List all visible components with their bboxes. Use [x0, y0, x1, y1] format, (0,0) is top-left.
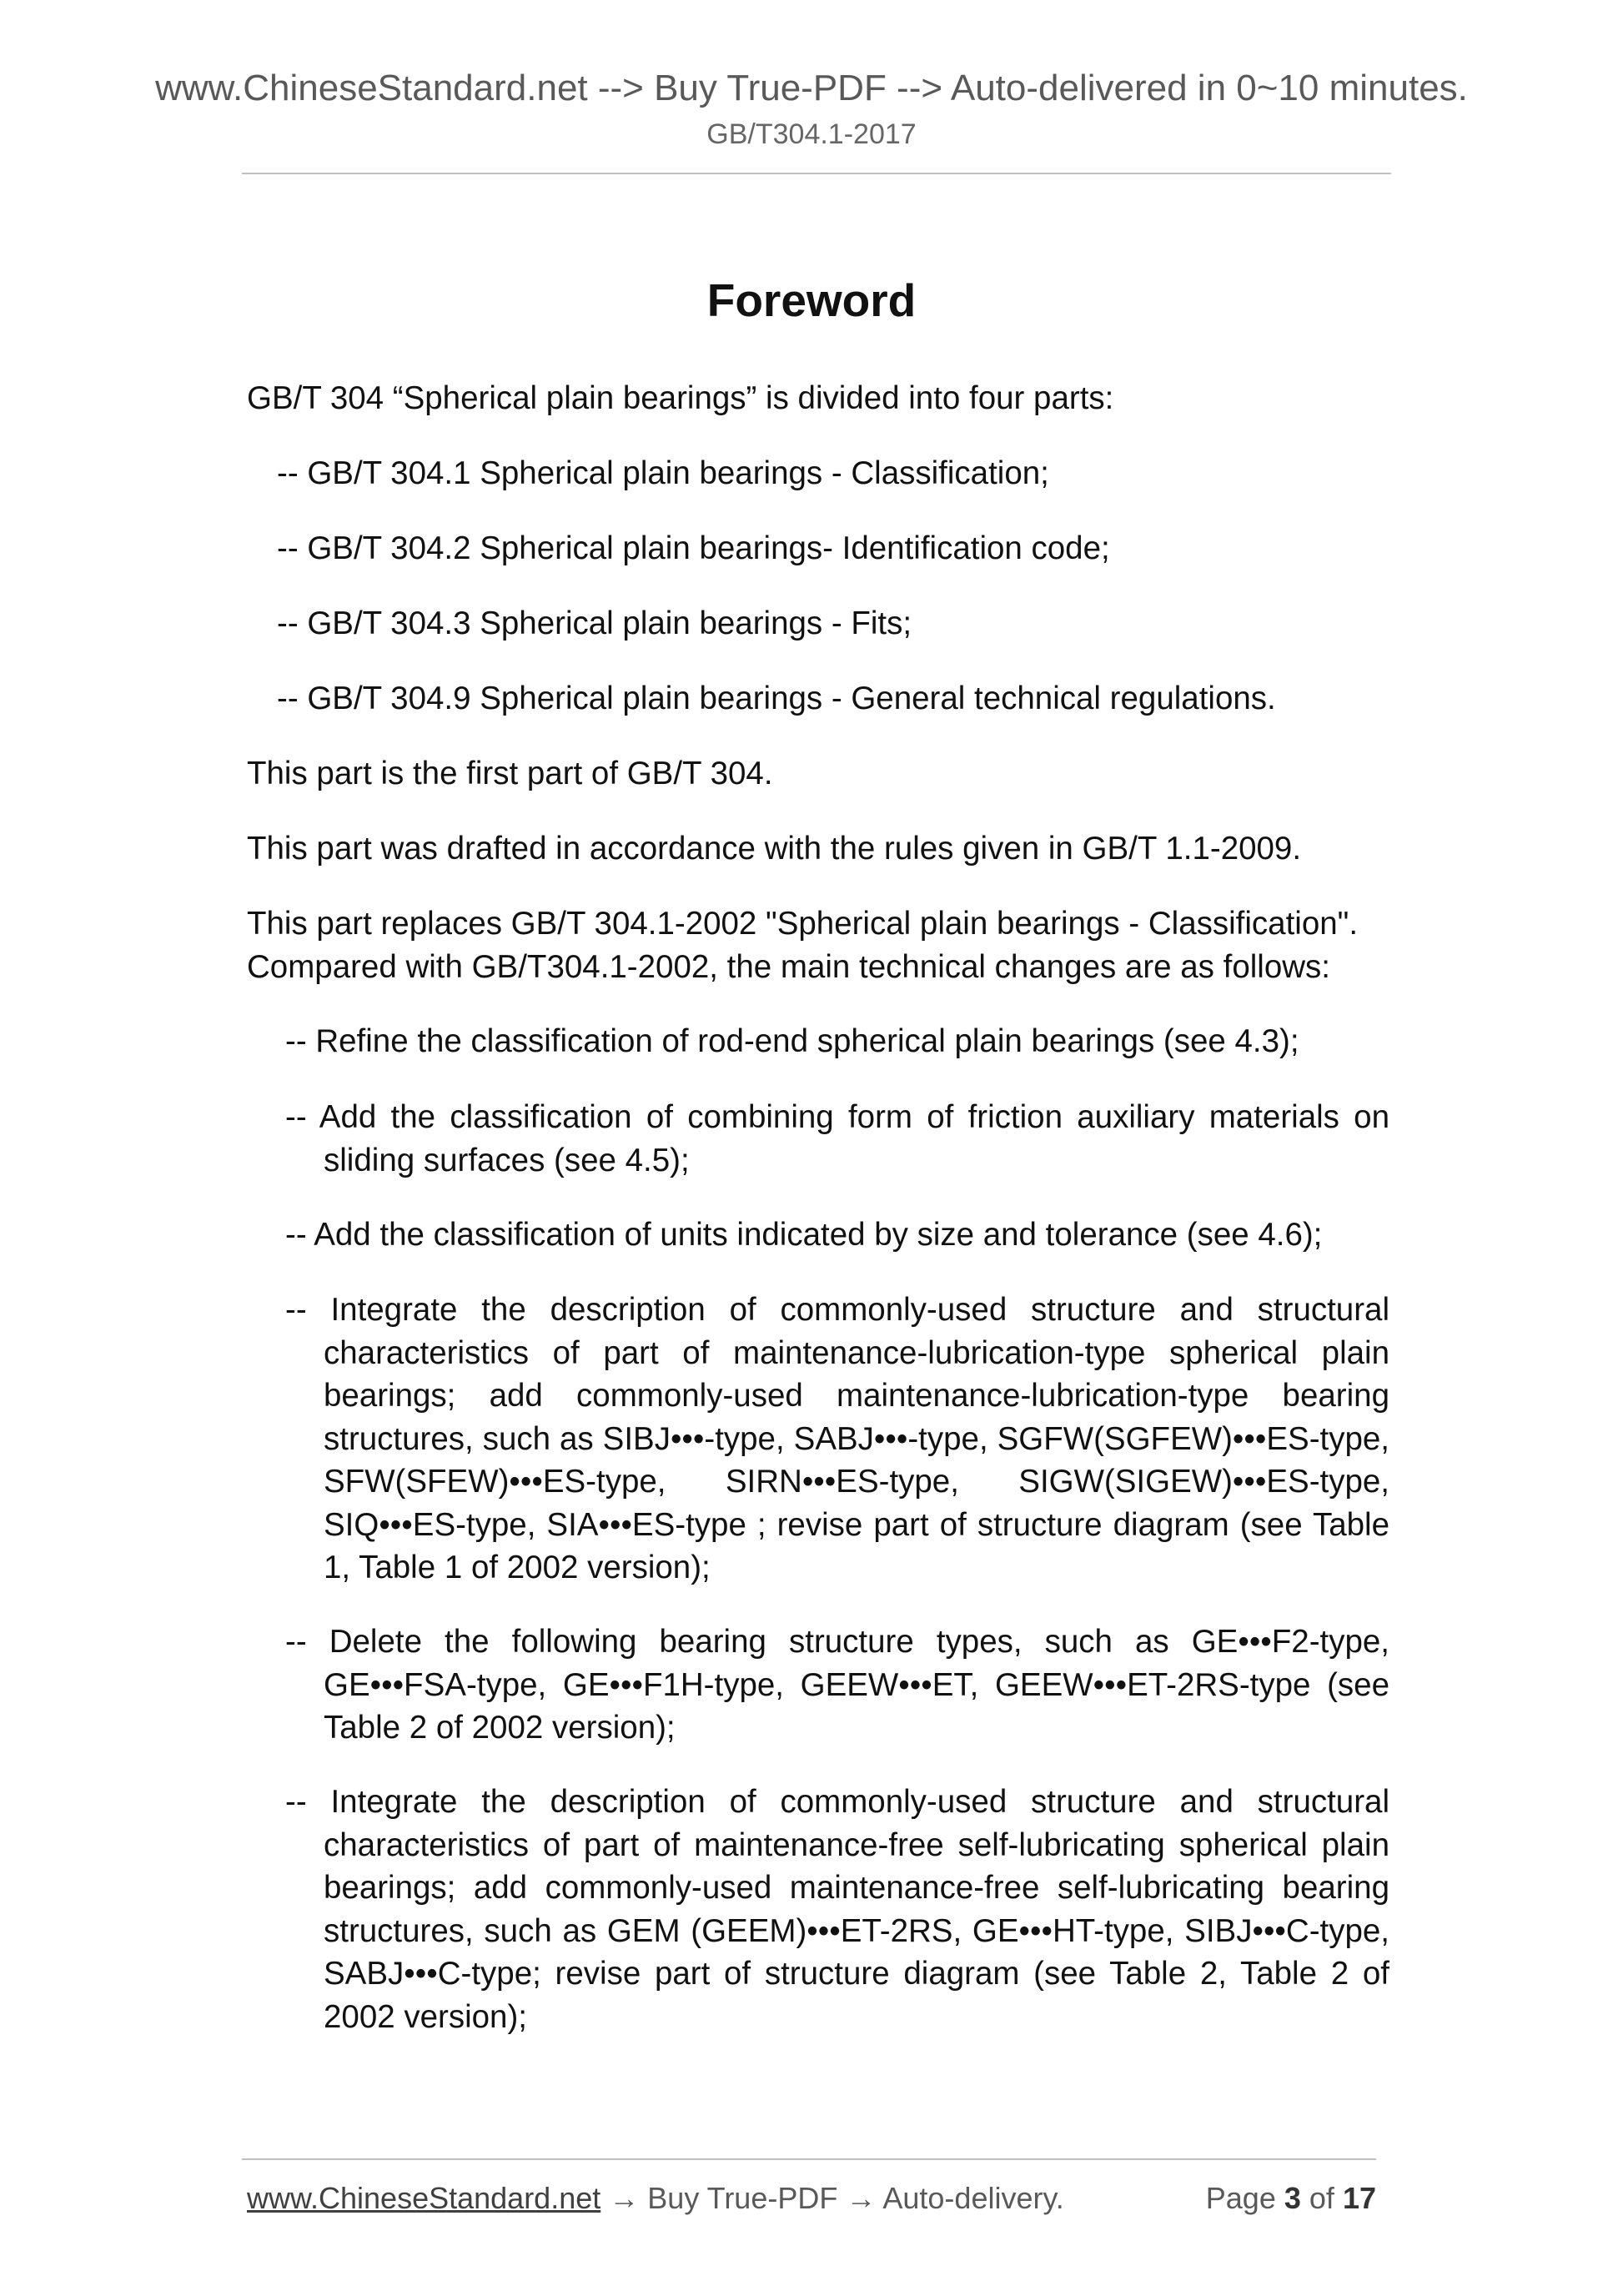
change-list-item: -- Integrate the description of commonly-used structure and structural characteristics of part of maintenance-lubrication-type spherical plain bearings; add commonly-used maintenance-lubrication-type bearing structures, such as SIBJ•••-type, SABJ•••-type, SGFW(SGFEW)•••ES-type, SFW(SFEW)•••ES-type, SIRN•••ES-type, SIGW(SIGEW)•••ES-type, SIQ•••ES-type, SIA•••ES-type ; revise part of structure diagram (see Table 1, Table 1 of 2002 version); [285, 1292, 1389, 1585]
body-paragraph: This part is the first part of GB/T 304. [247, 756, 773, 791]
header-banner: www.ChineseStandard.net --> Buy True-PDF --> Auto-delivered in 0~10 minutes. [155, 68, 1468, 108]
footer-site-link[interactable]: www.ChineseStandard.net [247, 2181, 601, 2215]
part-list-item: -- GB/T 304.1 Spherical plain bearings - Classification; [277, 455, 1049, 491]
footer-links [247, 2175, 1064, 2222]
footer-buy-text: Buy True-PDF [647, 2181, 838, 2215]
header-doc-code: GB/T304.1-2017 [706, 118, 917, 150]
total-pages: 17 [1342, 2181, 1376, 2215]
of-word: of [1309, 2181, 1334, 2215]
header-divider [242, 173, 1391, 174]
change-list-item: -- Integrate the description of commonly-used structure and structural characteristics of part of maintenance-free self-lubricating spherical plain bearings; add commonly-used maintenance-free self-lubricating bearing structures, such as GEM (GEEM)•••ET-2RS, GE•••HT-type, SIBJ•••C-type, SABJ•••C-type; revise part of structure diagram (see Table 2, Table 2 of 2002 version); [285, 1784, 1389, 2035]
page-word: Page [1205, 2181, 1276, 2215]
intro-paragraph: GB/T 304 “Spherical plain bearings” is divided into four parts: [247, 380, 1114, 416]
change-list-item: -- Refine the classification of rod-end spherical plain bearings (see 4.3); [285, 1023, 1299, 1059]
part-list-item: -- GB/T 304.3 Spherical plain bearings - Fits; [277, 605, 912, 641]
page-title: Foreword [706, 274, 917, 326]
part-list-item: -- GB/T 304.9 Spherical plain bearings - General technical regulations. [277, 681, 1276, 716]
change-list-item: -- Add the classification of units indicated by size and tolerance (see 4.6); [285, 1217, 1323, 1253]
footer-divider [242, 2158, 1376, 2160]
current-page: 3 [1284, 2181, 1301, 2215]
page-footer [247, 2175, 1376, 2222]
change-list-item: -- Delete the following bearing structure types, such as GE•••F2-type, GE•••FSA-type, GE•••F1H-type, GEEW•••ET, GEEW•••ET-2RS-type (see Table 2 of 2002 version); [285, 1624, 1389, 1746]
footer-delivery-text: Auto-delivery. [882, 2181, 1064, 2215]
body-paragraph: This part was drafted in accordance with the rules given in GB/T 1.1-2009. [247, 831, 1302, 867]
page-number [1206, 2175, 1376, 2222]
part-list-item: -- GB/T 304.2 Spherical plain bearings- Identification code; [277, 530, 1110, 566]
arrow-right-icon: → [609, 2181, 640, 2215]
body-paragraph: This part replaces GB/T 304.1-2002 "Spherical plain bearings - Classification". Compared with GB/T304.1-2002, the main technical changes are as follows: [247, 906, 1359, 985]
change-list-item: -- Add the classification of combining form of friction auxiliary materials on sliding surfaces (see 4.5); [285, 1099, 1389, 1178]
arrow-right-icon: → [846, 2181, 877, 2215]
